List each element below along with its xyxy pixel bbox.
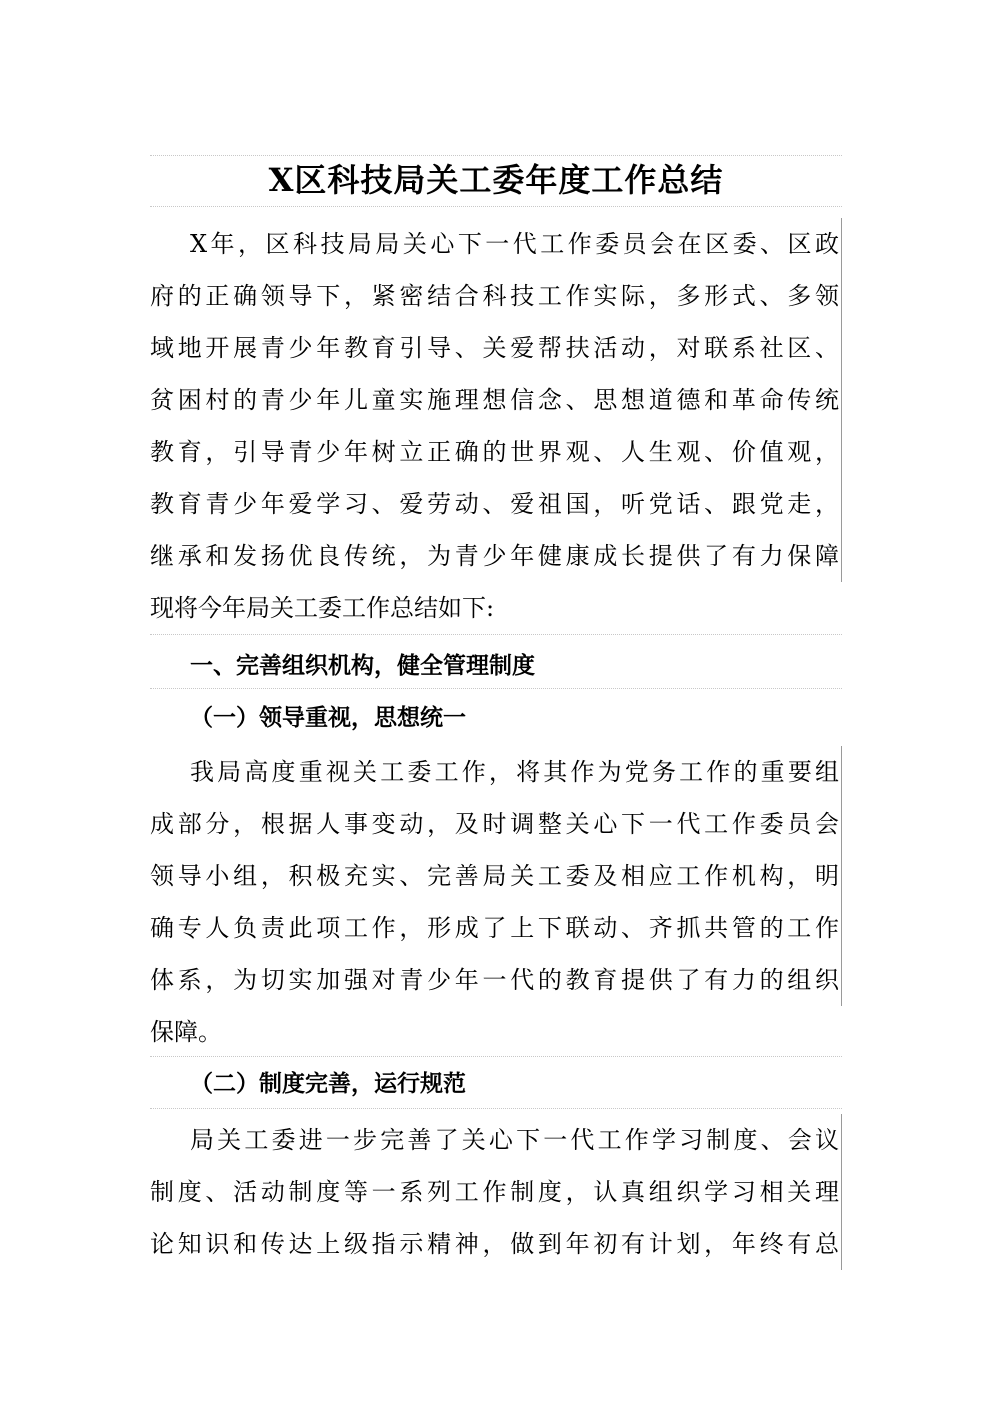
paragraph-intro <box>150 218 842 634</box>
title-bottom-rule <box>150 206 842 207</box>
paragraph-line: 教育，引导青少年树立正确的世界观、人生观、价值观， <box>150 426 842 478</box>
subsection-heading-1: （一）领导重视，思想统一 <box>190 705 466 731</box>
paragraph-line: 我局高度重视关工委工作，将其作为党务工作的重要组 <box>150 746 842 798</box>
paragraph-line: 局关工委进一步完善了关心下一代工作学习制度、会议 <box>150 1114 842 1166</box>
paragraph-leadership <box>150 746 842 1058</box>
paragraph-line: 继承和发扬优良传统，为青少年健康成长提供了有力保障 <box>150 530 842 582</box>
paragraph-line: 体系，为切实加强对青少年一代的教育提供了有力的组织 <box>150 954 842 1006</box>
section-rule <box>150 1056 842 1057</box>
paragraph-system <box>150 1114 842 1270</box>
paragraph-line: 府的正确领导下，紧密结合科技工作实际，多形式、多领 <box>150 270 842 322</box>
section-rule <box>150 634 842 635</box>
section-heading-1: 一、完善组织机构，健全管理制度 <box>190 653 535 679</box>
paragraph-line: X年，区科技局局关心下一代工作委员会在区委、区政 <box>150 218 842 270</box>
paragraph-line: 贫困村的青少年儿童实施理想信念、思想道德和革命传统 <box>150 374 842 426</box>
paragraph-line: 成部分，根据人事变动，及时调整关心下一代工作委员会 <box>150 798 842 850</box>
paragraph-line: 领导小组，积极充实、完善局关工委及相应工作机构，明 <box>150 850 842 902</box>
paragraph-line: 论知识和传达上级指示精神，做到年初有计划，年终有总 <box>150 1218 842 1270</box>
paragraph-line: 制度、活动制度等一系列工作制度，认真组织学习相关理 <box>150 1166 842 1218</box>
paragraph-line: 域地开展青少年教育引导、关爱帮扶活动，对联系社区、 <box>150 322 842 374</box>
paragraph-line: 教育青少年爱学习、爱劳动、爱祖国，听党话、跟党走， <box>150 478 842 530</box>
paragraph-line: 现将今年局关工委工作总结如下: <box>150 594 495 622</box>
section-rule <box>150 688 842 689</box>
document-title: X区科技局关工委年度工作总结 <box>268 161 724 199</box>
section-rule <box>150 1108 842 1109</box>
paragraph-line: 保障。 <box>150 1018 222 1046</box>
paragraph-line: 确专人负责此项工作，形成了上下联动、齐抓共管的工作 <box>150 902 842 954</box>
subsection-heading-2: （二）制度完善，运行规范 <box>190 1071 466 1097</box>
